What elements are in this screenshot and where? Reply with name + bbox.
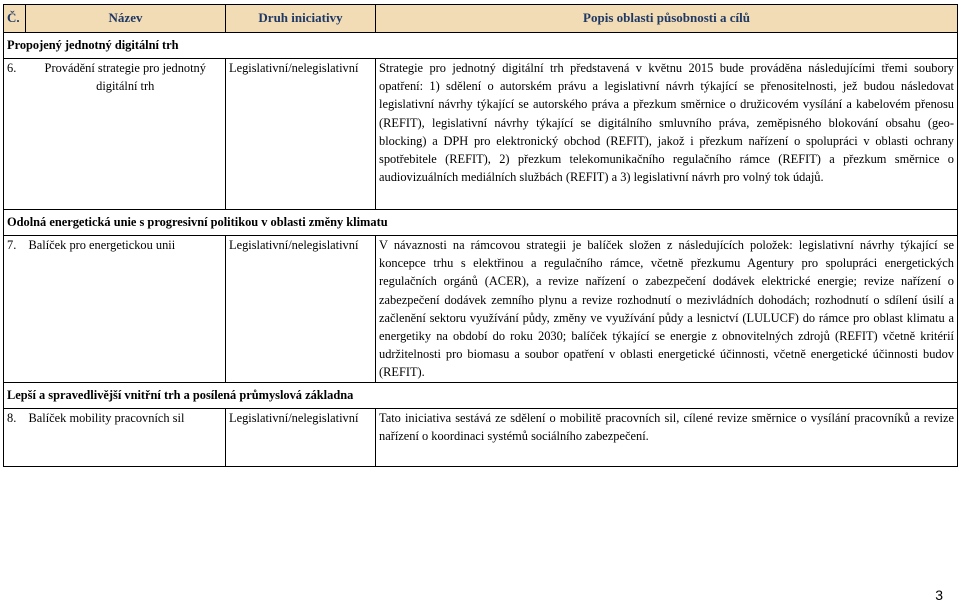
row-number: 8. — [4, 408, 26, 466]
row-type: Legislativní/nelegislativní — [226, 236, 376, 383]
row-name: Provádění strategie pro jednotný digitální trh — [26, 59, 226, 210]
section-title: Lepší a spravedlivější vnitřní trh a posílená průmyslová základna — [4, 382, 958, 408]
section-row — [4, 33, 958, 59]
row-description: Tato iniciativa sestává ze sdělení o mobilitě pracovních sil, cílené revize směrnice o vysílání pracovníků a revize nařízení o koordinaci systémů sociálního zabezpečení. — [376, 408, 958, 466]
row-name: Balíček pro energetickou unii — [26, 236, 226, 383]
row-name: Balíček mobility pracovních sil — [26, 408, 226, 466]
row-description: Strategie pro jednotný digitální trh představená v květnu 2015 bude prováděna následujícími třemi soubory opatření: 1) sdělení o autorském právu a legislativní návrh týkající se přenositelnosti, jež budou následovat legislativní návrhy týkající se autorského práva a přezkum směrnice o družicovém vysílání a kabelovém přenosu (REFIT), legislativní návrhy týkající se digitálního smluvního práva, zeměpisného blokování obsahu (geo-blocking) a DPH pro elektronický obchod (REFIT), jakož i přezkum nařízení o spolupráci v oblasti ochrany spotřebitele (REFIT), 2) přezkum telekomunikačního regulačního rámce (REFIT) a přezkum směrnice o audiovizuálních mediálních službách (REFIT) a 3) legislativní návrh pro volný tok údajů. — [376, 59, 958, 210]
row-type: Legislativní/nelegislativní — [226, 59, 376, 210]
header-name: Název — [26, 5, 226, 33]
row-number: 7. — [4, 236, 26, 383]
table-header-row — [4, 5, 958, 33]
section-row — [4, 382, 958, 408]
row-description: V návaznosti na rámcovou strategii je balíček složen z následujících položek: legislativní návrhy týkající se koncepce trhu s elektřinou a regulačního rámce, včetně přezkumu Agentury pro spolupráci energetických regulačních orgánů (ACER), a revize nařízení o zabezpečení dodávek elektrické energie; revize nařízení o zabezpečení dodávek zemního plynu a revize rozhodnutí o mezivládních dohodách; rozhodnutí o sdílení úsilí a začlenění sektoru využívání půdy, změny ve využívání půdy a lesnictví (LULUCF) do rámce pro oblast klimatu a energetiky na období do roku 2030; balíček týkající se energie z obnovitelných zdrojů (REFIT) včetně kritérií udržitelnosti pro biomasu a soubor opatření v oblasti energetické účinnosti, včetně energetické účinnosti budov (REFIT). — [376, 236, 958, 383]
table-row — [4, 59, 958, 210]
section-title: Propojený jednotný digitální trh — [4, 33, 958, 59]
section-row — [4, 210, 958, 236]
header-description: Popis oblasti působnosti a cílů — [376, 5, 958, 33]
page-number: 3 — [935, 587, 943, 603]
header-number: Č. — [4, 5, 26, 33]
header-type: Druh iniciativy — [226, 5, 376, 33]
table-row — [4, 236, 958, 383]
table-row — [4, 408, 958, 466]
row-type: Legislativní/nelegislativní — [226, 408, 376, 466]
row-number: 6. — [4, 59, 26, 210]
initiatives-table — [3, 4, 958, 467]
section-title: Odolná energetická unie s progresivní politikou v oblasti změny klimatu — [4, 210, 958, 236]
